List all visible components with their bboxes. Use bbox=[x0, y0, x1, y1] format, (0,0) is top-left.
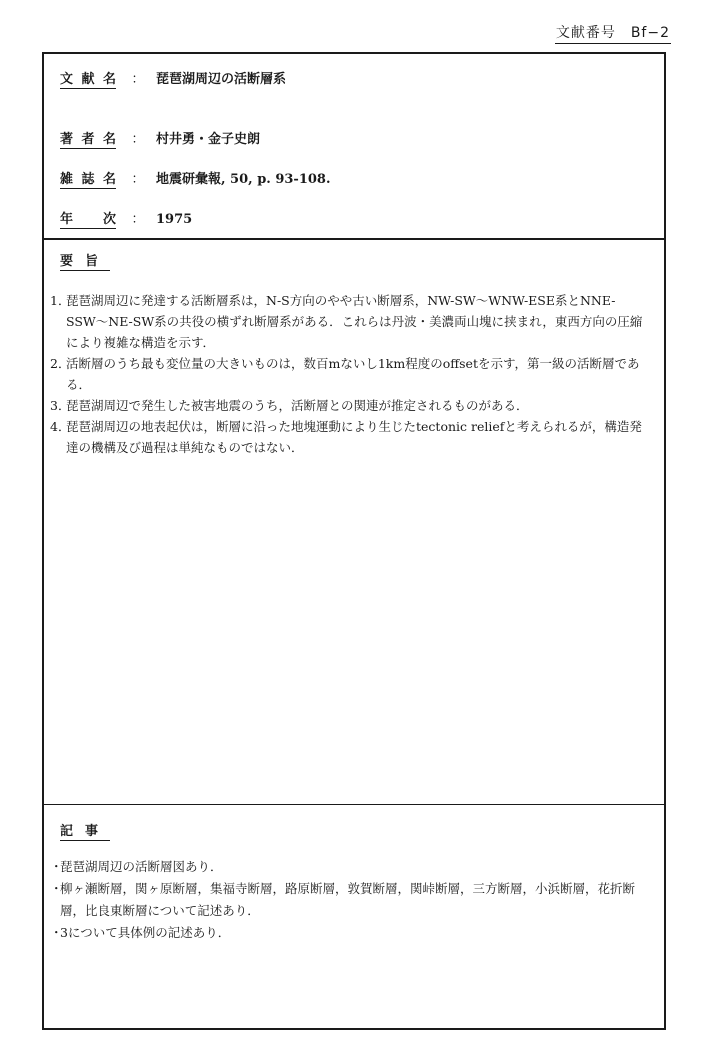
year-value: 1975 bbox=[156, 212, 193, 227]
authors-colon: ： bbox=[131, 132, 145, 147]
bibliography-section bbox=[44, 54, 664, 238]
journal-label: 雑誌名 bbox=[60, 168, 116, 189]
summary-item bbox=[50, 353, 654, 395]
summary-item-text: 活断層のうち最も変位量の大きいものは，数百mないし1km程度のoffsetを示す，第一級の活断層である． bbox=[66, 356, 640, 392]
summary-item bbox=[50, 395, 654, 416]
note-text: 3について具体例の記述あり． bbox=[60, 925, 231, 940]
summary-body bbox=[50, 290, 654, 458]
summary-item-number: 4． bbox=[50, 419, 71, 434]
title-colon: ： bbox=[131, 72, 145, 87]
note-bullet: ・ bbox=[50, 881, 63, 896]
year-label: 年次 bbox=[60, 208, 116, 229]
authors-value: 村井勇・金子史朗 bbox=[156, 132, 261, 147]
summary-item bbox=[50, 416, 654, 458]
authors-label: 著者名 bbox=[60, 128, 116, 149]
section-divider bbox=[44, 238, 664, 240]
note-item bbox=[50, 856, 654, 878]
authors-row bbox=[60, 128, 260, 149]
summary-item-text: 琵琶湖周辺に発達する活断層系は，N-S方向のやや古い断層系，NW-SW〜WNW-ESE系とNNE-SSW〜NE-SW系の共役の横ずれ断層系がある．これらは丹波・美濃両山塊に挟まれ，東西方向の圧縮により複雑な構造を示す． bbox=[66, 293, 643, 350]
document-number: 文献番号 Bf−2 bbox=[555, 22, 671, 44]
journal-value: 地震研彙報, 50, p. 93-108. bbox=[156, 172, 331, 187]
summary-heading: 要旨 bbox=[60, 250, 110, 271]
notes-divider bbox=[44, 804, 664, 805]
journal-row bbox=[60, 168, 331, 189]
note-item bbox=[50, 878, 654, 922]
year-colon: ： bbox=[131, 212, 145, 227]
note-text: 柳ヶ瀬断層，関ヶ原断層，集福寺断層，路原断層，敦賀断層，関峠断層，三方断層，小浜断層，花折断層，比良東断層について記述あり． bbox=[60, 881, 636, 918]
notes-body bbox=[50, 856, 654, 944]
title-value: 琵琶湖周辺の活断層系 bbox=[156, 72, 287, 87]
title-label: 文献名 bbox=[60, 68, 116, 89]
summary-item-number: 1． bbox=[50, 293, 71, 308]
note-item bbox=[50, 922, 654, 944]
summary-item bbox=[50, 290, 654, 353]
summary-item-text: 琵琶湖周辺の地表起伏は，断層に沿った地塊運動により生じたtectonic reliefと考えられるが，構造発達の機構及び過程は単純なものではない． bbox=[66, 419, 642, 455]
document-frame bbox=[42, 52, 666, 1030]
note-bullet: ・ bbox=[50, 859, 63, 874]
notes-heading: 記事 bbox=[60, 820, 110, 841]
summary-item-number: 3． bbox=[50, 398, 71, 413]
summary-item-number: 2． bbox=[50, 356, 71, 371]
journal-colon: ： bbox=[131, 172, 145, 187]
summary-item-text: 琵琶湖周辺で発生した被害地震のうち，活断層との関連が推定されるものがある． bbox=[66, 398, 529, 413]
note-text: 琵琶湖周辺の活断層図あり． bbox=[60, 859, 223, 874]
title-row bbox=[60, 68, 286, 89]
note-bullet: ・ bbox=[50, 925, 63, 940]
year-row bbox=[60, 208, 192, 229]
